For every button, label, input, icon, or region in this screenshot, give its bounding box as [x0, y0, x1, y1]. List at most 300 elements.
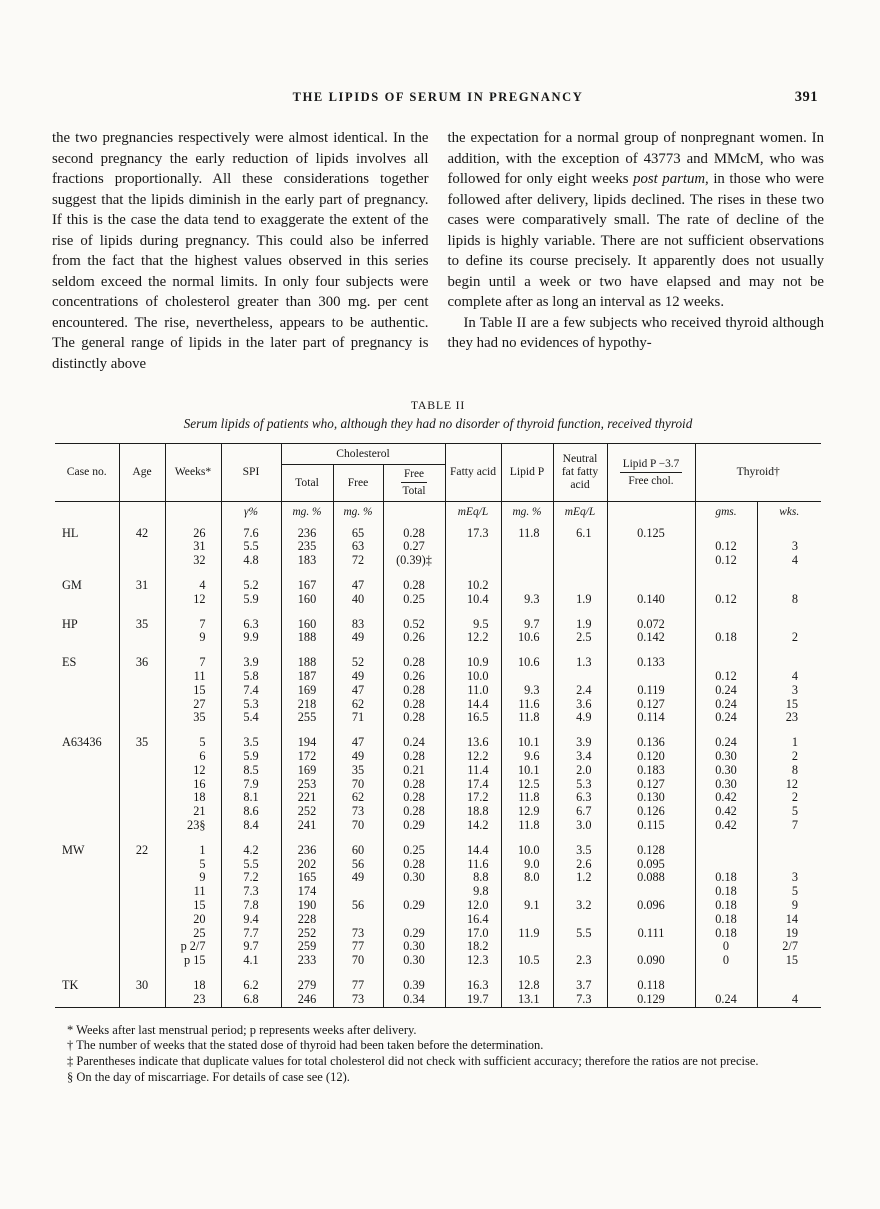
table-cell: (0.39)‡	[383, 554, 445, 568]
table-cell: 26	[165, 527, 221, 541]
table-cell	[607, 568, 695, 593]
lipid-ratio-denominator: Free chol.	[628, 474, 674, 487]
table-row	[55, 968, 821, 993]
page-number: 391	[794, 89, 818, 105]
table-cell: 15	[165, 684, 221, 698]
table-cell: mg. %	[501, 501, 553, 526]
table-cell: 9.7	[221, 940, 281, 954]
table-cell: 0.128	[607, 833, 695, 858]
table-cell: 252	[281, 805, 333, 819]
table-cell: 169	[281, 764, 333, 778]
table-row	[55, 670, 821, 684]
table-cell: 5	[757, 885, 821, 899]
table-cell	[55, 764, 119, 778]
table-label: TABLE II	[410, 398, 466, 412]
table-cell	[553, 568, 607, 593]
table-cell: 7.6	[221, 527, 281, 541]
table-cell: 0.28	[383, 778, 445, 792]
table-cell: 11	[165, 885, 221, 899]
lipid-ratio-numerator: Lipid P −3.7	[620, 458, 682, 473]
table-cell	[119, 698, 165, 712]
table-cell: 259	[281, 940, 333, 954]
table-cell: 35	[165, 711, 221, 725]
table-cell: 11.8	[501, 819, 553, 833]
table-cell: 194	[281, 725, 333, 750]
table-cell: 8	[757, 593, 821, 607]
table-cell	[119, 554, 165, 568]
table-cell: 0.18	[695, 885, 757, 899]
table-cell: 1.3	[553, 645, 607, 670]
table-cell: 0.30	[383, 954, 445, 968]
table-cell: 0.096	[607, 899, 695, 913]
right-paragraph-2: In Table II are a few subjects who received thyroid although they had no evidences of hypothy-	[447, 314, 824, 351]
table-cell: 3.4	[553, 750, 607, 764]
table-cell	[607, 554, 695, 568]
table-row	[55, 684, 821, 698]
table-cell: 47	[333, 725, 383, 750]
table-cell: 0.25	[383, 593, 445, 607]
table-cell: 12.0	[445, 899, 501, 913]
table-cell: 3.9	[221, 645, 281, 670]
table-cell	[55, 670, 119, 684]
table-cell: 0.072	[607, 607, 695, 632]
table-cell: 0.12	[695, 540, 757, 554]
table-cell: 0.127	[607, 778, 695, 792]
table-cell	[119, 913, 165, 927]
table-cell: 17.4	[445, 778, 501, 792]
table-cell	[119, 927, 165, 941]
table-row	[55, 954, 821, 968]
table-cell: 0.18	[695, 871, 757, 885]
table-cell: 52	[333, 645, 383, 670]
table-row	[55, 778, 821, 792]
table-cell: 0.30	[695, 778, 757, 792]
table-cell: HP	[55, 607, 119, 632]
left-paragraph: the two pregnancies respectively were almost identical. In the second pregnancy the early reduction of lipids involves all fractions proportionally. All these considerations together suggest that the lipids diminish in the early part of pregnancy. If this is the case the data tend to exaggerate the extent of the rise of lipids during pregnancy. This could also be inferred from the fact that the highest values observed in this series seldom exceed the normal limits. In only four subjects were concentrations of cholesterol greater than 300 mg. per cent encountered. The rise, nevertheless, appears to be authentic. The general range of lipids in the later part of pregnancy is distinctly above	[52, 130, 429, 372]
table-cell: 7.8	[221, 899, 281, 913]
table-cell: 0.30	[383, 871, 445, 885]
table-cell: 73	[333, 805, 383, 819]
table-cell: 0.118	[607, 968, 695, 993]
table-cell: 12.9	[501, 805, 553, 819]
table-cell	[757, 858, 821, 872]
table-cell: 21	[165, 805, 221, 819]
table-cell: 0.29	[383, 927, 445, 941]
table-cell: 0.28	[383, 684, 445, 698]
table-cell: 11.8	[501, 791, 553, 805]
table-cell: 202	[281, 858, 333, 872]
table-cell	[501, 885, 553, 899]
table-cell	[119, 593, 165, 607]
table-cell: 65	[333, 527, 383, 541]
table-cell: 3.0	[553, 819, 607, 833]
table-row	[55, 527, 821, 541]
table-cell	[607, 940, 695, 954]
table-cell: 23§	[165, 819, 221, 833]
table-cell: 11.6	[445, 858, 501, 872]
table-cell: 0.142	[607, 631, 695, 645]
table-row	[55, 871, 821, 885]
table-cell	[553, 554, 607, 568]
table-cell: 6.8	[221, 993, 281, 1007]
table-cell	[55, 954, 119, 968]
table-cell: 25	[165, 927, 221, 941]
table-cell	[55, 501, 119, 526]
table-cell: 35	[119, 725, 165, 750]
chol-ratio-numerator: Free	[401, 468, 427, 483]
table-cell: 0.21	[383, 764, 445, 778]
table-cell: 9.1	[501, 899, 553, 913]
table-cell: 5.5	[553, 927, 607, 941]
table-cell: 0.126	[607, 805, 695, 819]
table-cell	[757, 527, 821, 541]
table-cell: 30	[119, 968, 165, 993]
table-row	[55, 764, 821, 778]
table-cell: 23	[165, 993, 221, 1007]
table-cell: 0.30	[383, 940, 445, 954]
table-cell: 5	[165, 725, 221, 750]
table-cell	[55, 711, 119, 725]
table-cell: 16.4	[445, 913, 501, 927]
table-cell: 3	[757, 684, 821, 698]
table-cell	[55, 778, 119, 792]
table-cell	[333, 913, 383, 927]
table-cell: 5.3	[221, 698, 281, 712]
table-row	[55, 725, 821, 750]
col-header-fatty-acid: Fatty acid	[445, 444, 501, 502]
table-row	[55, 607, 821, 632]
table-cell: 6.7	[553, 805, 607, 819]
table-cell: 221	[281, 791, 333, 805]
col-header-age: Age	[119, 444, 165, 502]
table-cell	[695, 833, 757, 858]
table-cell: 0.130	[607, 791, 695, 805]
table-caption: Serum lipids of patients who, although they had no disorder of thyroid function, received thyroid	[183, 416, 693, 431]
table-cell: 9.5	[445, 607, 501, 632]
table-cell: 8.6	[221, 805, 281, 819]
table-cell: 0.24	[695, 684, 757, 698]
table-cell: 73	[333, 927, 383, 941]
table-cell	[757, 968, 821, 993]
table-cell: 13.1	[501, 993, 553, 1007]
right-paragraph-1	[448, 128, 825, 313]
table-cell: 169	[281, 684, 333, 698]
table-cell: 71	[333, 711, 383, 725]
table-cell	[607, 501, 695, 526]
table-row	[55, 805, 821, 819]
table-cell	[445, 554, 501, 568]
table-cell: 0.24	[695, 993, 757, 1007]
table-cell: 5.5	[221, 858, 281, 872]
serum-lipids-table	[55, 443, 821, 1008]
table-cell: 0.095	[607, 858, 695, 872]
table-row	[55, 568, 821, 593]
table-cell: 7.3	[221, 885, 281, 899]
table-cell: gms.	[695, 501, 757, 526]
table-cell	[607, 670, 695, 684]
table-cell: 49	[333, 631, 383, 645]
table-cell	[55, 913, 119, 927]
table-cell: 35	[119, 607, 165, 632]
table-cell: 4.9	[553, 711, 607, 725]
table-cell	[119, 778, 165, 792]
table-cell: 3	[757, 871, 821, 885]
table-cell: 2	[757, 750, 821, 764]
table-row	[55, 899, 821, 913]
table-cell	[607, 885, 695, 899]
table-cell	[757, 645, 821, 670]
table-cell: 0.28	[383, 568, 445, 593]
table-cell: 0.119	[607, 684, 695, 698]
table-cell: 8.1	[221, 791, 281, 805]
table-cell	[383, 913, 445, 927]
table-cell	[607, 540, 695, 554]
table-cell: 0.18	[695, 631, 757, 645]
table-cell	[55, 899, 119, 913]
table-cell: 2.5	[553, 631, 607, 645]
body-columns	[52, 128, 824, 374]
table-cell	[383, 885, 445, 899]
table-cell: 18.2	[445, 940, 501, 954]
table-cell: 9	[165, 631, 221, 645]
table-cell: 0.28	[383, 805, 445, 819]
col-header-chol-free: Free	[333, 465, 383, 502]
table-cell: 0.28	[383, 645, 445, 670]
table-cell	[553, 885, 607, 899]
table-cell: 236	[281, 833, 333, 858]
table-cell: 12	[165, 764, 221, 778]
table-cell: 12.5	[501, 778, 553, 792]
table-cell: 56	[333, 899, 383, 913]
running-head	[52, 90, 824, 108]
table-cell: 9.6	[501, 750, 553, 764]
table-row	[55, 750, 821, 764]
table-cell: 4.8	[221, 554, 281, 568]
table-cell	[55, 791, 119, 805]
table-cell: 4	[757, 554, 821, 568]
table-cell: 3.2	[553, 899, 607, 913]
table-cell: 0.29	[383, 899, 445, 913]
table-cell: 77	[333, 940, 383, 954]
table-cell: 0.12	[695, 593, 757, 607]
table-cell: 3.6	[553, 698, 607, 712]
table-row	[55, 833, 821, 858]
table-cell: 0.28	[383, 791, 445, 805]
table-cell	[55, 593, 119, 607]
table-cell: 0.088	[607, 871, 695, 885]
table-cell: γ%	[221, 501, 281, 526]
table-cell: 11.8	[501, 527, 553, 541]
table-cell: 228	[281, 913, 333, 927]
table-cell	[119, 631, 165, 645]
right-p1-text-cont: , in those who were followed after delivery, lipids declined. The rises in these two cases were comparatively small. The rate of decline of the lipids is highly variable. There are not sufficient observations to define its course precisely. It apparently does not usually begin until a week or two have elapsed and may not be complete after as long an interval as 12 weeks.	[447, 171, 824, 310]
table-row	[55, 554, 821, 568]
table-cell: 70	[333, 954, 383, 968]
table-cell: 165	[281, 871, 333, 885]
table-cell: 8.5	[221, 764, 281, 778]
table-cell: 9	[165, 871, 221, 885]
table-cell	[55, 540, 119, 554]
table-cell: 16.3	[445, 968, 501, 993]
table-cell: 5	[757, 805, 821, 819]
table-cell	[501, 670, 553, 684]
table-cell: 10.6	[501, 645, 553, 670]
table-cell	[119, 885, 165, 899]
table-cell: 4	[757, 670, 821, 684]
table-cell: 0.140	[607, 593, 695, 607]
table-cell: 11.0	[445, 684, 501, 698]
col-header-lipid-ratio	[607, 444, 695, 502]
table-cell: 0.090	[607, 954, 695, 968]
table-cell: TK	[55, 968, 119, 993]
table-cell: 0.18	[695, 913, 757, 927]
table-cell	[119, 871, 165, 885]
table-row	[55, 885, 821, 899]
table-row	[55, 631, 821, 645]
table-cell: 18.8	[445, 805, 501, 819]
table-cell: 4.2	[221, 833, 281, 858]
table-cell: 4	[165, 568, 221, 593]
table-cell	[501, 568, 553, 593]
table-row	[55, 791, 821, 805]
table-cell	[55, 885, 119, 899]
table-cell: 7.9	[221, 778, 281, 792]
table-cell: 11.4	[445, 764, 501, 778]
table-cell	[165, 501, 221, 526]
table-cell	[119, 805, 165, 819]
table-cell: 8.4	[221, 819, 281, 833]
table-cell: 23	[757, 711, 821, 725]
table-cell: 47	[333, 684, 383, 698]
table-cell: 1.2	[553, 871, 607, 885]
table-cell: 0	[695, 954, 757, 968]
table-cell: 255	[281, 711, 333, 725]
left-column	[52, 128, 429, 374]
table-cell: 7.2	[221, 871, 281, 885]
table-cell: 1.9	[553, 593, 607, 607]
table-cell: 0.28	[383, 858, 445, 872]
table-cell: mg. %	[333, 501, 383, 526]
table-cell: 2	[757, 791, 821, 805]
table-cell: 14.4	[445, 698, 501, 712]
footnote-asterisk: * Weeks after last menstrual period; p represents weeks after delivery.	[67, 1022, 417, 1037]
table-cell	[119, 750, 165, 764]
table-cell	[553, 670, 607, 684]
table-cell	[501, 554, 553, 568]
table-cell: 13.6	[445, 725, 501, 750]
table-row	[55, 927, 821, 941]
table-cell: 22	[119, 833, 165, 858]
table-cell: 15	[757, 954, 821, 968]
table-cell: ES	[55, 645, 119, 670]
col-header-spi: SPI	[221, 444, 281, 502]
table-cell: 20	[165, 913, 221, 927]
table-cell: 3.9	[553, 725, 607, 750]
table-cell: 0.183	[607, 764, 695, 778]
table-cell: 0.136	[607, 725, 695, 750]
table-cell: 0.115	[607, 819, 695, 833]
table-cell: MW	[55, 833, 119, 858]
col-header-cholesterol: Cholesterol	[281, 444, 445, 465]
table-row	[55, 993, 821, 1007]
right-p1-text: the expectation for a normal group of nonpregnant women. In addition, with the exception of 43773 and MMcM, who was followed for only eight weeks	[447, 130, 824, 187]
col-header-chol-total: Total	[281, 465, 333, 502]
table-cell: 5.9	[221, 750, 281, 764]
table-cell: 0.125	[607, 527, 695, 541]
table-cell: 36	[119, 645, 165, 670]
table-row	[55, 540, 821, 554]
table-cell: 0.42	[695, 791, 757, 805]
table-cell	[501, 940, 553, 954]
table-cell: 3.7	[553, 968, 607, 993]
table-row	[55, 858, 821, 872]
table-cell	[445, 540, 501, 554]
table-cell: 9.7	[501, 607, 553, 632]
table-cell	[55, 927, 119, 941]
table-cell: 9.3	[501, 593, 553, 607]
table-cell: 0.27	[383, 540, 445, 554]
table-cell: 83	[333, 607, 383, 632]
col-header-lipid-p: Lipid P	[501, 444, 553, 502]
table-cell: 0.18	[695, 899, 757, 913]
table-cell: 5.3	[553, 778, 607, 792]
table-cell	[119, 954, 165, 968]
table-cell: 62	[333, 698, 383, 712]
table-cell	[55, 819, 119, 833]
table-cell: 49	[333, 750, 383, 764]
table-cell: 0.30	[695, 750, 757, 764]
table-row	[55, 819, 821, 833]
table-cell: 11.6	[501, 698, 553, 712]
table-cell: 0.42	[695, 805, 757, 819]
table-cell: 12.2	[445, 631, 501, 645]
table-row	[55, 645, 821, 670]
table-cell: 10.5	[501, 954, 553, 968]
table-cell: 12	[165, 593, 221, 607]
table-cell: 5.2	[221, 568, 281, 593]
table-cell: 0.24	[695, 698, 757, 712]
table-cell: 4.1	[221, 954, 281, 968]
table-cell: 0.30	[695, 764, 757, 778]
table-cell: 0.26	[383, 631, 445, 645]
table-cell	[55, 631, 119, 645]
table-cell: 3.5	[221, 725, 281, 750]
table-cell: 10.6	[501, 631, 553, 645]
table-cell: 49	[333, 670, 383, 684]
table-cell	[119, 711, 165, 725]
table-cell	[695, 968, 757, 993]
table-cell: 2.3	[553, 954, 607, 968]
table-cell: 167	[281, 568, 333, 593]
table-body	[55, 501, 821, 1007]
table-cell: HL	[55, 527, 119, 541]
table-cell	[501, 913, 553, 927]
table-cell	[383, 501, 445, 526]
table-cell: 0.12	[695, 554, 757, 568]
table-cell: 0.12	[695, 670, 757, 684]
table-cell: 19.7	[445, 993, 501, 1007]
table-cell: 183	[281, 554, 333, 568]
table-cell	[695, 568, 757, 593]
col-header-thyroid: Thyroid†	[695, 444, 821, 502]
table-row	[55, 913, 821, 927]
table-cell: 9.8	[445, 885, 501, 899]
header-row-1	[55, 444, 821, 465]
table-cell: 0.24	[695, 725, 757, 750]
chol-ratio-fraction	[401, 468, 427, 497]
table-cell: 1.9	[553, 607, 607, 632]
table-cell: mg. %	[281, 501, 333, 526]
